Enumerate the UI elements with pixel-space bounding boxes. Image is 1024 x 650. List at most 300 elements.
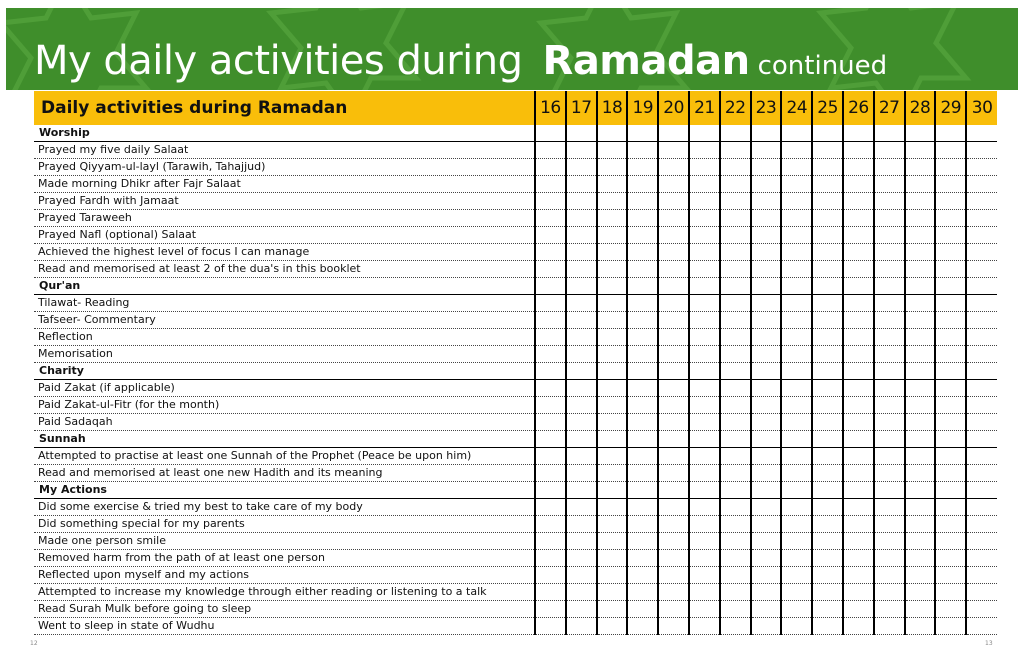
checkbox-cell-day-17[interactable] [566,584,597,601]
checkbox-cell-day-20[interactable] [658,516,689,533]
checkbox-cell-day-19[interactable] [627,312,658,329]
checkbox-cell-day-27[interactable] [874,210,905,227]
checkbox-cell-day-16[interactable] [535,465,566,482]
checkbox-cell-day-17[interactable] [566,193,597,210]
checkbox-cell-day-20[interactable] [658,278,689,295]
checkbox-cell-day-25[interactable] [812,533,843,550]
checkbox-cell-day-27[interactable] [874,431,905,448]
checkbox-cell-day-16[interactable] [535,516,566,533]
checkbox-cell-day-17[interactable] [566,125,597,142]
checkbox-cell-day-25[interactable] [812,142,843,159]
checkbox-cell-day-17[interactable] [566,482,597,499]
checkbox-cell-day-29[interactable] [935,363,966,380]
checkbox-cell-day-18[interactable] [597,533,628,550]
checkbox-cell-day-28[interactable] [905,176,936,193]
checkbox-cell-day-27[interactable] [874,244,905,261]
checkbox-cell-day-28[interactable] [905,533,936,550]
checkbox-cell-day-29[interactable] [935,346,966,363]
checkbox-cell-day-29[interactable] [935,380,966,397]
checkbox-cell-day-17[interactable] [566,176,597,193]
checkbox-cell-day-24[interactable] [781,261,812,278]
checkbox-cell-day-28[interactable] [905,584,936,601]
checkbox-cell-day-18[interactable] [597,584,628,601]
checkbox-cell-day-28[interactable] [905,244,936,261]
checkbox-cell-day-30[interactable] [966,193,997,210]
checkbox-cell-day-18[interactable] [597,142,628,159]
checkbox-cell-day-28[interactable] [905,465,936,482]
checkbox-cell-day-29[interactable] [935,176,966,193]
checkbox-cell-day-27[interactable] [874,482,905,499]
checkbox-cell-day-26[interactable] [843,227,874,244]
checkbox-cell-day-29[interactable] [935,125,966,142]
checkbox-cell-day-20[interactable] [658,142,689,159]
checkbox-cell-day-27[interactable] [874,193,905,210]
checkbox-cell-day-19[interactable] [627,414,658,431]
checkbox-cell-day-27[interactable] [874,346,905,363]
checkbox-cell-day-30[interactable] [966,397,997,414]
checkbox-cell-day-26[interactable] [843,414,874,431]
checkbox-cell-day-27[interactable] [874,465,905,482]
checkbox-cell-day-23[interactable] [751,142,782,159]
checkbox-cell-day-29[interactable] [935,261,966,278]
checkbox-cell-day-23[interactable] [751,601,782,618]
checkbox-cell-day-18[interactable] [597,363,628,380]
checkbox-cell-day-18[interactable] [597,499,628,516]
checkbox-cell-day-29[interactable] [935,550,966,567]
checkbox-cell-day-27[interactable] [874,499,905,516]
checkbox-cell-day-22[interactable] [720,176,751,193]
checkbox-cell-day-22[interactable] [720,278,751,295]
checkbox-cell-day-20[interactable] [658,125,689,142]
checkbox-cell-day-25[interactable] [812,397,843,414]
checkbox-cell-day-22[interactable] [720,210,751,227]
checkbox-cell-day-16[interactable] [535,499,566,516]
checkbox-cell-day-23[interactable] [751,329,782,346]
checkbox-cell-day-24[interactable] [781,567,812,584]
checkbox-cell-day-29[interactable] [935,482,966,499]
checkbox-cell-day-17[interactable] [566,295,597,312]
checkbox-cell-day-26[interactable] [843,261,874,278]
checkbox-cell-day-16[interactable] [535,329,566,346]
checkbox-cell-day-19[interactable] [627,142,658,159]
checkbox-cell-day-16[interactable] [535,261,566,278]
checkbox-cell-day-29[interactable] [935,210,966,227]
checkbox-cell-day-22[interactable] [720,193,751,210]
checkbox-cell-day-18[interactable] [597,465,628,482]
checkbox-cell-day-30[interactable] [966,142,997,159]
checkbox-cell-day-24[interactable] [781,584,812,601]
checkbox-cell-day-27[interactable] [874,448,905,465]
checkbox-cell-day-30[interactable] [966,278,997,295]
checkbox-cell-day-16[interactable] [535,159,566,176]
checkbox-cell-day-29[interactable] [935,567,966,584]
checkbox-cell-day-28[interactable] [905,363,936,380]
checkbox-cell-day-27[interactable] [874,363,905,380]
checkbox-cell-day-26[interactable] [843,329,874,346]
checkbox-cell-day-24[interactable] [781,159,812,176]
checkbox-cell-day-24[interactable] [781,244,812,261]
checkbox-cell-day-22[interactable] [720,465,751,482]
checkbox-cell-day-25[interactable] [812,312,843,329]
checkbox-cell-day-26[interactable] [843,380,874,397]
checkbox-cell-day-25[interactable] [812,465,843,482]
checkbox-cell-day-29[interactable] [935,516,966,533]
checkbox-cell-day-19[interactable] [627,550,658,567]
checkbox-cell-day-23[interactable] [751,550,782,567]
checkbox-cell-day-19[interactable] [627,176,658,193]
checkbox-cell-day-21[interactable] [689,193,720,210]
checkbox-cell-day-17[interactable] [566,261,597,278]
checkbox-cell-day-19[interactable] [627,125,658,142]
checkbox-cell-day-16[interactable] [535,380,566,397]
checkbox-cell-day-18[interactable] [597,414,628,431]
checkbox-cell-day-29[interactable] [935,244,966,261]
checkbox-cell-day-20[interactable] [658,380,689,397]
checkbox-cell-day-16[interactable] [535,601,566,618]
checkbox-cell-day-28[interactable] [905,261,936,278]
checkbox-cell-day-26[interactable] [843,584,874,601]
checkbox-cell-day-18[interactable] [597,312,628,329]
checkbox-cell-day-20[interactable] [658,431,689,448]
checkbox-cell-day-24[interactable] [781,380,812,397]
checkbox-cell-day-24[interactable] [781,193,812,210]
checkbox-cell-day-22[interactable] [720,142,751,159]
checkbox-cell-day-19[interactable] [627,499,658,516]
checkbox-cell-day-21[interactable] [689,142,720,159]
checkbox-cell-day-22[interactable] [720,346,751,363]
checkbox-cell-day-21[interactable] [689,244,720,261]
checkbox-cell-day-17[interactable] [566,414,597,431]
checkbox-cell-day-28[interactable] [905,618,936,635]
checkbox-cell-day-17[interactable] [566,363,597,380]
checkbox-cell-day-30[interactable] [966,448,997,465]
checkbox-cell-day-30[interactable] [966,533,997,550]
checkbox-cell-day-22[interactable] [720,312,751,329]
checkbox-cell-day-28[interactable] [905,482,936,499]
checkbox-cell-day-23[interactable] [751,431,782,448]
checkbox-cell-day-18[interactable] [597,397,628,414]
checkbox-cell-day-25[interactable] [812,482,843,499]
checkbox-cell-day-21[interactable] [689,499,720,516]
checkbox-cell-day-20[interactable] [658,465,689,482]
checkbox-cell-day-25[interactable] [812,567,843,584]
checkbox-cell-day-26[interactable] [843,601,874,618]
checkbox-cell-day-21[interactable] [689,397,720,414]
checkbox-cell-day-23[interactable] [751,380,782,397]
checkbox-cell-day-27[interactable] [874,295,905,312]
checkbox-cell-day-23[interactable] [751,210,782,227]
checkbox-cell-day-28[interactable] [905,278,936,295]
checkbox-cell-day-30[interactable] [966,125,997,142]
checkbox-cell-day-17[interactable] [566,142,597,159]
checkbox-cell-day-18[interactable] [597,261,628,278]
checkbox-cell-day-26[interactable] [843,397,874,414]
checkbox-cell-day-21[interactable] [689,431,720,448]
checkbox-cell-day-22[interactable] [720,414,751,431]
checkbox-cell-day-27[interactable] [874,312,905,329]
checkbox-cell-day-25[interactable] [812,550,843,567]
checkbox-cell-day-25[interactable] [812,499,843,516]
checkbox-cell-day-26[interactable] [843,533,874,550]
checkbox-cell-day-26[interactable] [843,159,874,176]
checkbox-cell-day-19[interactable] [627,329,658,346]
checkbox-cell-day-30[interactable] [966,176,997,193]
checkbox-cell-day-23[interactable] [751,125,782,142]
checkbox-cell-day-16[interactable] [535,176,566,193]
checkbox-cell-day-19[interactable] [627,448,658,465]
checkbox-cell-day-23[interactable] [751,261,782,278]
checkbox-cell-day-18[interactable] [597,278,628,295]
checkbox-cell-day-21[interactable] [689,482,720,499]
checkbox-cell-day-29[interactable] [935,533,966,550]
checkbox-cell-day-21[interactable] [689,465,720,482]
checkbox-cell-day-29[interactable] [935,448,966,465]
checkbox-cell-day-30[interactable] [966,567,997,584]
checkbox-cell-day-21[interactable] [689,618,720,635]
checkbox-cell-day-29[interactable] [935,159,966,176]
checkbox-cell-day-21[interactable] [689,295,720,312]
checkbox-cell-day-17[interactable] [566,159,597,176]
checkbox-cell-day-29[interactable] [935,601,966,618]
checkbox-cell-day-23[interactable] [751,295,782,312]
checkbox-cell-day-20[interactable] [658,414,689,431]
checkbox-cell-day-22[interactable] [720,363,751,380]
checkbox-cell-day-27[interactable] [874,397,905,414]
checkbox-cell-day-23[interactable] [751,414,782,431]
checkbox-cell-day-26[interactable] [843,567,874,584]
checkbox-cell-day-26[interactable] [843,193,874,210]
checkbox-cell-day-23[interactable] [751,244,782,261]
checkbox-cell-day-16[interactable] [535,431,566,448]
checkbox-cell-day-30[interactable] [966,210,997,227]
checkbox-cell-day-24[interactable] [781,346,812,363]
checkbox-cell-day-17[interactable] [566,312,597,329]
checkbox-cell-day-27[interactable] [874,329,905,346]
checkbox-cell-day-17[interactable] [566,397,597,414]
checkbox-cell-day-17[interactable] [566,227,597,244]
checkbox-cell-day-20[interactable] [658,346,689,363]
checkbox-cell-day-26[interactable] [843,295,874,312]
checkbox-cell-day-26[interactable] [843,312,874,329]
checkbox-cell-day-17[interactable] [566,601,597,618]
checkbox-cell-day-17[interactable] [566,533,597,550]
checkbox-cell-day-16[interactable] [535,448,566,465]
checkbox-cell-day-24[interactable] [781,125,812,142]
checkbox-cell-day-19[interactable] [627,533,658,550]
checkbox-cell-day-29[interactable] [935,142,966,159]
checkbox-cell-day-18[interactable] [597,210,628,227]
checkbox-cell-day-24[interactable] [781,363,812,380]
checkbox-cell-day-28[interactable] [905,142,936,159]
checkbox-cell-day-20[interactable] [658,397,689,414]
checkbox-cell-day-24[interactable] [781,414,812,431]
checkbox-cell-day-16[interactable] [535,278,566,295]
checkbox-cell-day-29[interactable] [935,329,966,346]
checkbox-cell-day-21[interactable] [689,550,720,567]
checkbox-cell-day-17[interactable] [566,550,597,567]
checkbox-cell-day-16[interactable] [535,125,566,142]
checkbox-cell-day-16[interactable] [535,142,566,159]
checkbox-cell-day-19[interactable] [627,193,658,210]
checkbox-cell-day-16[interactable] [535,346,566,363]
checkbox-cell-day-27[interactable] [874,618,905,635]
checkbox-cell-day-24[interactable] [781,329,812,346]
checkbox-cell-day-26[interactable] [843,278,874,295]
checkbox-cell-day-18[interactable] [597,550,628,567]
checkbox-cell-day-23[interactable] [751,227,782,244]
checkbox-cell-day-20[interactable] [658,363,689,380]
checkbox-cell-day-19[interactable] [627,159,658,176]
checkbox-cell-day-30[interactable] [966,516,997,533]
checkbox-cell-day-19[interactable] [627,431,658,448]
checkbox-cell-day-21[interactable] [689,414,720,431]
checkbox-cell-day-29[interactable] [935,584,966,601]
checkbox-cell-day-21[interactable] [689,584,720,601]
checkbox-cell-day-18[interactable] [597,193,628,210]
checkbox-cell-day-22[interactable] [720,295,751,312]
checkbox-cell-day-28[interactable] [905,346,936,363]
checkbox-cell-day-30[interactable] [966,618,997,635]
checkbox-cell-day-28[interactable] [905,397,936,414]
checkbox-cell-day-25[interactable] [812,295,843,312]
checkbox-cell-day-20[interactable] [658,312,689,329]
checkbox-cell-day-27[interactable] [874,567,905,584]
checkbox-cell-day-17[interactable] [566,244,597,261]
checkbox-cell-day-23[interactable] [751,533,782,550]
checkbox-cell-day-23[interactable] [751,516,782,533]
checkbox-cell-day-19[interactable] [627,601,658,618]
checkbox-cell-day-20[interactable] [658,567,689,584]
checkbox-cell-day-25[interactable] [812,516,843,533]
checkbox-cell-day-22[interactable] [720,397,751,414]
checkbox-cell-day-19[interactable] [627,244,658,261]
checkbox-cell-day-17[interactable] [566,567,597,584]
checkbox-cell-day-30[interactable] [966,482,997,499]
checkbox-cell-day-23[interactable] [751,482,782,499]
checkbox-cell-day-17[interactable] [566,278,597,295]
checkbox-cell-day-23[interactable] [751,159,782,176]
checkbox-cell-day-19[interactable] [627,295,658,312]
checkbox-cell-day-26[interactable] [843,431,874,448]
checkbox-cell-day-18[interactable] [597,482,628,499]
checkbox-cell-day-24[interactable] [781,176,812,193]
checkbox-cell-day-18[interactable] [597,176,628,193]
checkbox-cell-day-21[interactable] [689,159,720,176]
checkbox-cell-day-16[interactable] [535,414,566,431]
checkbox-cell-day-21[interactable] [689,516,720,533]
checkbox-cell-day-20[interactable] [658,448,689,465]
checkbox-cell-day-26[interactable] [843,482,874,499]
checkbox-cell-day-22[interactable] [720,533,751,550]
checkbox-cell-day-28[interactable] [905,550,936,567]
checkbox-cell-day-27[interactable] [874,533,905,550]
checkbox-cell-day-29[interactable] [935,227,966,244]
checkbox-cell-day-22[interactable] [720,329,751,346]
checkbox-cell-day-19[interactable] [627,380,658,397]
checkbox-cell-day-28[interactable] [905,448,936,465]
checkbox-cell-day-30[interactable] [966,465,997,482]
checkbox-cell-day-26[interactable] [843,346,874,363]
checkbox-cell-day-29[interactable] [935,312,966,329]
checkbox-cell-day-23[interactable] [751,278,782,295]
checkbox-cell-day-29[interactable] [935,193,966,210]
checkbox-cell-day-26[interactable] [843,618,874,635]
checkbox-cell-day-20[interactable] [658,159,689,176]
checkbox-cell-day-23[interactable] [751,584,782,601]
checkbox-cell-day-30[interactable] [966,414,997,431]
checkbox-cell-day-18[interactable] [597,159,628,176]
checkbox-cell-day-21[interactable] [689,601,720,618]
checkbox-cell-day-20[interactable] [658,499,689,516]
checkbox-cell-day-19[interactable] [627,227,658,244]
checkbox-cell-day-18[interactable] [597,346,628,363]
checkbox-cell-day-17[interactable] [566,499,597,516]
checkbox-cell-day-19[interactable] [627,482,658,499]
checkbox-cell-day-28[interactable] [905,125,936,142]
checkbox-cell-day-27[interactable] [874,227,905,244]
checkbox-cell-day-21[interactable] [689,312,720,329]
checkbox-cell-day-30[interactable] [966,363,997,380]
checkbox-cell-day-18[interactable] [597,329,628,346]
checkbox-cell-day-20[interactable] [658,193,689,210]
checkbox-cell-day-25[interactable] [812,244,843,261]
checkbox-cell-day-22[interactable] [720,380,751,397]
checkbox-cell-day-26[interactable] [843,550,874,567]
checkbox-cell-day-16[interactable] [535,618,566,635]
checkbox-cell-day-20[interactable] [658,550,689,567]
checkbox-cell-day-30[interactable] [966,584,997,601]
checkbox-cell-day-25[interactable] [812,431,843,448]
checkbox-cell-day-30[interactable] [966,261,997,278]
checkbox-cell-day-21[interactable] [689,533,720,550]
checkbox-cell-day-30[interactable] [966,312,997,329]
checkbox-cell-day-18[interactable] [597,125,628,142]
checkbox-cell-day-28[interactable] [905,193,936,210]
checkbox-cell-day-22[interactable] [720,431,751,448]
checkbox-cell-day-29[interactable] [935,397,966,414]
checkbox-cell-day-24[interactable] [781,601,812,618]
checkbox-cell-day-18[interactable] [597,618,628,635]
checkbox-cell-day-29[interactable] [935,414,966,431]
checkbox-cell-day-23[interactable] [751,193,782,210]
checkbox-cell-day-22[interactable] [720,550,751,567]
checkbox-cell-day-27[interactable] [874,584,905,601]
checkbox-cell-day-30[interactable] [966,159,997,176]
checkbox-cell-day-25[interactable] [812,159,843,176]
checkbox-cell-day-19[interactable] [627,261,658,278]
checkbox-cell-day-29[interactable] [935,431,966,448]
checkbox-cell-day-21[interactable] [689,210,720,227]
checkbox-cell-day-24[interactable] [781,295,812,312]
checkbox-cell-day-24[interactable] [781,278,812,295]
checkbox-cell-day-16[interactable] [535,244,566,261]
checkbox-cell-day-30[interactable] [966,244,997,261]
checkbox-cell-day-22[interactable] [720,601,751,618]
checkbox-cell-day-22[interactable] [720,482,751,499]
checkbox-cell-day-18[interactable] [597,244,628,261]
checkbox-cell-day-20[interactable] [658,227,689,244]
checkbox-cell-day-20[interactable] [658,618,689,635]
checkbox-cell-day-27[interactable] [874,159,905,176]
checkbox-cell-day-22[interactable] [720,499,751,516]
checkbox-cell-day-24[interactable] [781,227,812,244]
checkbox-cell-day-17[interactable] [566,346,597,363]
checkbox-cell-day-24[interactable] [781,482,812,499]
checkbox-cell-day-26[interactable] [843,142,874,159]
checkbox-cell-day-16[interactable] [535,567,566,584]
checkbox-cell-day-19[interactable] [627,465,658,482]
checkbox-cell-day-25[interactable] [812,125,843,142]
